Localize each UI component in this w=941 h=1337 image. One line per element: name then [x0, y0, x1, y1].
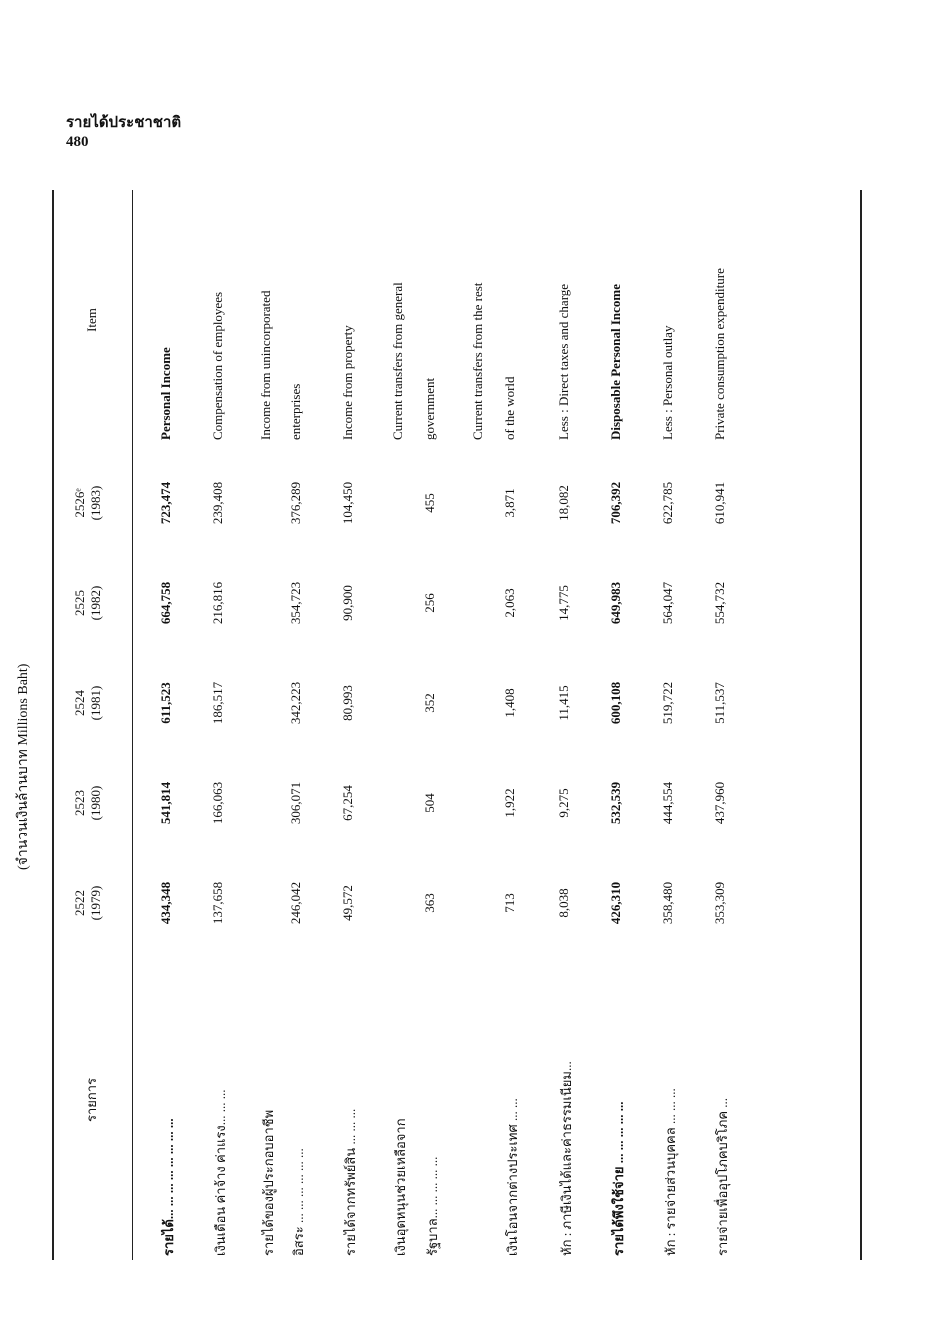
- row-label-thai: เงินอุดหนุนช่วยเหลือจาก: [393, 1118, 408, 1256]
- header-year-be: 2523: [72, 790, 87, 816]
- cell-value: 67,254: [340, 785, 355, 821]
- cell-value: 14,775: [556, 585, 571, 621]
- cell-value: 186,517: [210, 681, 225, 725]
- cell-value: 3,871: [502, 488, 517, 518]
- cell-value: 541,814: [158, 781, 173, 825]
- cell-value: 306,071: [288, 781, 303, 825]
- cell-value: 256: [422, 593, 437, 613]
- page-number: 480: [66, 134, 89, 150]
- cell-value: 80,993: [340, 685, 355, 721]
- header-year-ce: (1979): [88, 885, 103, 921]
- cell-value: 723,474: [158, 481, 173, 525]
- cell-value: 354,723: [288, 581, 303, 625]
- cell-value: 455: [422, 493, 437, 513]
- row-label-thai: เงินโอนจากต่างประเทศ ... ...: [505, 1098, 520, 1256]
- cell-value: 649,983: [608, 581, 623, 625]
- table-row: [556, 180, 596, 1270]
- row-label-english: of the world: [502, 376, 517, 440]
- cell-value: 610,941: [712, 481, 727, 525]
- rotated-table: [16, 180, 880, 1270]
- cell-value: 600,108: [608, 681, 623, 725]
- cell-value: 246,042: [288, 881, 303, 925]
- row-label-english: government: [422, 377, 437, 440]
- cell-value: 622,785: [660, 481, 675, 525]
- cell-value: 49,572: [340, 885, 355, 921]
- running-head-title: รายได้ประชาชาติ: [66, 115, 182, 131]
- row-label-english: Income from property: [340, 325, 355, 440]
- table-unit: (จำนวนเงินล้านบาท Millions Baht): [16, 663, 31, 870]
- header-year-be: 2526ᵉ: [72, 488, 87, 518]
- header-year-4: [72, 458, 104, 548]
- row-label-thai: รายได้... ... ... ... ... ... ... ...: [161, 1118, 176, 1256]
- cell-value: 444,554: [660, 781, 675, 825]
- cell-value: 1,922: [502, 788, 517, 818]
- table-title-english: [0, 518, 2, 920]
- table-row: [608, 180, 648, 1270]
- top-rule: [52, 190, 54, 1260]
- cell-value: 434,348: [158, 881, 173, 925]
- row-label-thai: รายได้จากทรัพย์สิน ... ... ...: [343, 1108, 358, 1256]
- cell-value: 532,539: [608, 781, 623, 825]
- cell-value: 216,816: [210, 581, 225, 625]
- row-label-thai: รายได้ของผู้ประกอบอาชีพ: [261, 1109, 276, 1256]
- cell-value: 166,063: [210, 781, 225, 825]
- table-row: [660, 180, 700, 1270]
- row-label-english: Income from unincorporated: [258, 290, 273, 440]
- row-label-thai: รายจ่ายเพื่ออุปโภคบริโภค ...: [715, 1097, 730, 1256]
- cell-value: 342,223: [288, 681, 303, 725]
- row-label-english: Current transfers from the rest: [470, 282, 485, 440]
- row-label-english: Disposable Personal Income: [608, 284, 623, 440]
- header-year-be: 2524: [72, 690, 87, 716]
- cell-value: 511,537: [712, 682, 727, 724]
- cell-value: 519,722: [660, 681, 675, 725]
- row-label-thai: หัก : ภาษีเงินได้และค่าธรรมเนียม...: [559, 1061, 574, 1256]
- cell-value: 1,408: [502, 688, 517, 718]
- cell-value: 664,758: [158, 581, 173, 625]
- cell-value: 353,309: [712, 881, 727, 925]
- header-year-3: [72, 558, 104, 648]
- header-rule: [132, 190, 133, 1260]
- cell-value: 564,047: [660, 581, 675, 625]
- table-row: [340, 180, 380, 1270]
- header-year-ce: (1980): [88, 785, 103, 821]
- row-label-thai: รัฐบาล... ... ... ... ...: [425, 1156, 440, 1256]
- table-row: [288, 180, 328, 1270]
- cell-value: 9,275: [556, 788, 571, 818]
- cell-value: 504: [422, 793, 437, 813]
- header-year-be: 2525: [72, 590, 87, 616]
- cell-value: 8,038: [556, 888, 571, 918]
- cell-value: 104,450: [340, 481, 355, 525]
- table-row: [422, 180, 462, 1270]
- cell-value: 611,523: [158, 682, 173, 724]
- table-row: [712, 180, 752, 1270]
- row-label-english: Less : Direct taxes and charge: [556, 283, 571, 440]
- row-label-thai: รายได้พึงใช้จ่าย ... ... ... ... ...: [611, 1101, 626, 1256]
- row-label-english: enterprises: [288, 383, 303, 440]
- row-label-english: Personal Income: [158, 347, 173, 440]
- cell-value: 352: [422, 693, 437, 713]
- bottom-rule: [860, 190, 862, 1260]
- cell-value: 426,310: [608, 881, 623, 925]
- header-year-0: [72, 858, 104, 948]
- table-row: [158, 180, 198, 1270]
- cell-value: 437,960: [712, 781, 727, 825]
- cell-value: 358,480: [660, 881, 675, 925]
- header-item-english: Item: [84, 308, 99, 332]
- cell-value: 90,900: [340, 585, 355, 621]
- row-label-english: Current transfers from general: [390, 282, 405, 440]
- table-row: [210, 180, 250, 1270]
- row-label-thai: อิสระ ... ... ... ... ... ...: [291, 1148, 306, 1256]
- header-year-ce: (1983): [88, 485, 103, 521]
- row-label-english: Private consumption expenditure: [712, 268, 727, 440]
- cell-value: 554,732: [712, 581, 727, 625]
- row-label-thai: เงินเดือน ค่าจ้าง ค่าแรง... ... ...: [213, 1089, 228, 1256]
- cell-value: 2,063: [502, 588, 517, 618]
- header-year-1: [72, 758, 104, 848]
- running-head: [66, 114, 181, 152]
- table-row: [502, 180, 542, 1270]
- cell-value: 706,392: [608, 481, 623, 525]
- cell-value: 376,289: [288, 481, 303, 525]
- header-item-thai: รายการ: [84, 1077, 99, 1123]
- header-year-ce: (1982): [88, 585, 103, 621]
- row-label-thai: หัก : รายจ่ายส่วนบุคคล ... ... ...: [663, 1088, 678, 1256]
- cell-value: 18,082: [556, 485, 571, 521]
- cell-value: 363: [422, 893, 437, 913]
- header-year-be: 2522: [72, 890, 87, 916]
- cell-value: 239,408: [210, 481, 225, 525]
- header-year-2: [72, 658, 104, 748]
- row-label-english: Compensation of employees: [210, 291, 225, 440]
- cell-value: 713: [502, 893, 517, 913]
- header-year-ce: (1981): [88, 685, 103, 721]
- cell-value: 11,415: [556, 685, 571, 721]
- cell-value: 137,658: [210, 881, 225, 925]
- row-label-english: Less : Personal outlay: [660, 325, 675, 440]
